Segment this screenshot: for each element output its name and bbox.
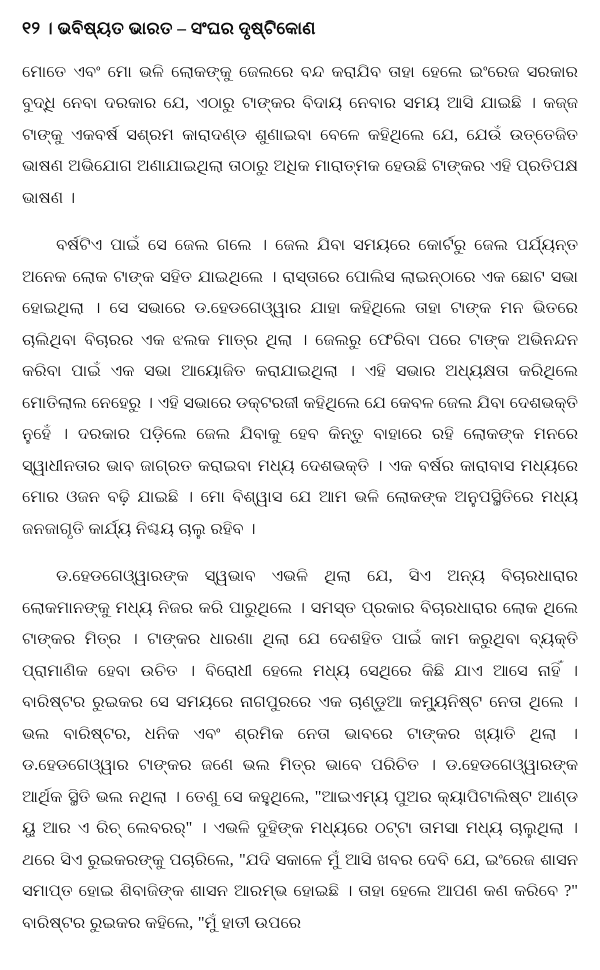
- paragraph-3: ଡ.ହେଡଗେଓ୍ୱାରଙ୍କ ସ୍ୱଭାବ ଏଭଳି ଥିଲା ଯେ, ସିଏ ଅନ୍ୟ ବିଚାରଧାରାର ଲୋକମାନଙ୍କୁ ମଧ୍ୟ ନିଜର କରି ପାରୁଥିଲେ । ସମସ୍ତ ପ୍ରକାର ବିଚାରଧାରାର ଲୋକ ଥିଲେ ଟାଙ୍କର ମିତ୍ର । ଟାଙ୍କର ଧାରଣା ଥିଲା ଯେ ଦେଶହିତ ପାଇଁ କାମ କରୁଥିବା ବ୍ୟକ୍ତି ପ୍ରାମାଣିକ ହେବା ଉଚିତ । ବିରୋଧୀ ହେଲେ ମଧ୍ୟ ସେଥିରେ କିଛି ଯାଏ ଆସେ ନାହିଁ । ବାରିଷ୍ଟର ରୁଇକର ସେ ସମୟରେ ନାଗପୁରରେ ଏକ ଚାଣ୍ଡୁଆ କମ୍ୟୁନିଷ୍ଟ ନେତା ଥିଲେ । ଭଲ ବାରିଷ୍ଟର, ଧନିକ ଏବଂ ଶ୍ରମିକ ନେତା ଭାବରେ ଟାଙ୍କର ଖ୍ୟାତି ଥିଲା । ଡ.ହେଡଗେଓ୍ୱାର ଟାଙ୍କର ଜଣେ ଭଲ ମିତ୍ର ଭାବେ ପରିଚିତ । ଡ.ହେଡଗେଓ୍ୱାରଙ୍କ ଆର୍ଥିକ ସ୍ଥିତି ଭଲ ନଥିଲା । ତେଣୁ ସେ କହୁଥିଲେ, "ଆଇଏମ୍ୟ ପୁଅର କ୍ୟାପିଟାଲିଷ୍ଟ ଆଣ୍ଡ ୟୁ ଆର ଏ ରିଚ୍ ଲେବରର୍" । ଏଭଳି ଦୁହିଙ୍କ ମଧ୍ୟରେ ଠଟ୍ଟା ତାମସା ମଧ୍ୟ ଚାଲୁଥିଲା । ଥରେ ସିଏ ରୁଇକରଙ୍କୁ ପଚାରିଲେ, "ଯଦି ସକାଳେ ମୁଁ ଆସି ଖବର ଦେବି ଯେ, ଇଂରେଜ ଶାସନ ସମାପ୍ତ ହୋଇ ଶିବାଜିଙ୍କ ଶାସନ ଆରମ୍ଭ ହୋଇଛି । ତାହା ହେଲେ ଆପଣ କଣ କରିବେ ?" ବାରିଷ୍ଟର ରୁଇକର କହିଲେ, "ମୁଁ ହାତୀ ଉପରେ: [22, 566, 578, 932]
- paragraph-1: ମୋତେ ଏବଂ ମୋ ଭଳି ଲୋକଙ୍କୁ ଜେଲରେ ବନ୍ଦ କରାଯିବ ତାହା ହେଲେ ଇଂରେଜ ସରକାର ବୁଦ୍ଧି ନେବା ଦରକାର ଯେ, ଏଠାରୁ ଟାଙ୍କର ବିଦାୟ ନେବାର ସମୟ ଆସି ଯାଇଛି । କଜ୍ଜ ଟାଙ୍କୁ ଏକବର୍ଷ ସଶ୍ରମ କାରାଦଣ୍ଡ ଶୁଣାଇବା ବେଳେ କହିଥିଲେ ଯେ, ଯେଉଁ ଉତ୍ତେଜିତ ଭାଷଣ ଅଭିଯୋଗ ଅଣାଯାଇଥିଲା ତାଠାରୁ ଅଧିକ ମାରାତ୍ମକ ହେଉଛି ଟାଙ୍କର ଏହି ପ୍ରତିପକ୍ଷ ଭାଷଣ ।: [22, 61, 578, 207]
- page-header: ୧୨ । ଭବିଷ୍ୟତ ଭାରତ – ସଂଘର ଦୃଷ୍ଟିକୋଣ: [22, 18, 316, 38]
- paragraph-2: ବର୍ଷଟିଏ ପାଇଁ ସେ ଜେଲ ଗଲେ । ଜେଲ ଯିବା ସମୟରେ କୋର୍ଟରୁ ଜେଲ ପର୍ଯ୍ୟନ୍ତ ଅନେକ ଲୋକ ଟାଙ୍କ ସହିତ ଯାଇଥିଲେ । ରାସ୍ତାରେ ପୋଲିସ ଲାଇନ୍‌ଠାରେ ଏକ ଛୋଟ ସଭା ହୋଇଥିଲା । ସେ ସଭାରେ ଡ.ହେଡଗେଓ୍ୱାର ଯାହା କହିଥିଲେ ତାହା ଟାଙ୍କ ମନ ଭିତରେ ଚାଲିଥିବା ବିଚାରର ଏକ ଝଲକ ମାତ୍ର ଥିଲା । ଜେଲରୁ ଫେରିବା ପରେ ଟାଙ୍କ ଅଭିନନ୍ଦନ କରିବା ପାଇଁ ଏକ ସଭା ଆୟୋଜିତ କରାଯାଇଥିଲା । ଏହି ସଭାର ଅଧ୍ୟକ୍ଷତା କରିଥିଲେ ମୋତିଲାଲ ନେହେରୁ । ଏହି ସଭାରେ ଡକ୍ଟରଜୀ କହିଥିଲେ ଯେ କେବଳ ଜେଲ ଯିବା ଦେଶଭକ୍ତି ନୁହେଁ । ଦରକାର ପଡ଼ିଲେ ଜେଲ ଯିବାକୁ ହେବ କିନ୍ତୁ ବାହାରେ ରହି ଲୋକଙ୍କ ମନରେ ସ୍ୱାଧୀନତାର ଭାବ ଜାଗ୍ରତ କରାଇବା ମଧ୍ୟ ଦେଶଭକ୍ତି । ଏକ ବର୍ଷର କାରାବାସ ମଧ୍ୟରେ ମୋର ଓଜନ ବଢ଼ି ଯାଇଛି । ମୋ ବିଶ୍ୱାସ ଯେ ଆମ ଭଳି ଲୋକଙ୍କ ଅନୁପସ୍ଥିତିରେ ମଧ୍ୟ ଜନଜାଗୃତି କାର୍ଯ୍ୟ ନିଶ୍ଚୟ ଚାଲୁ ରହିବ ।: [22, 235, 578, 538]
- page-body: [22, 56, 578, 939]
